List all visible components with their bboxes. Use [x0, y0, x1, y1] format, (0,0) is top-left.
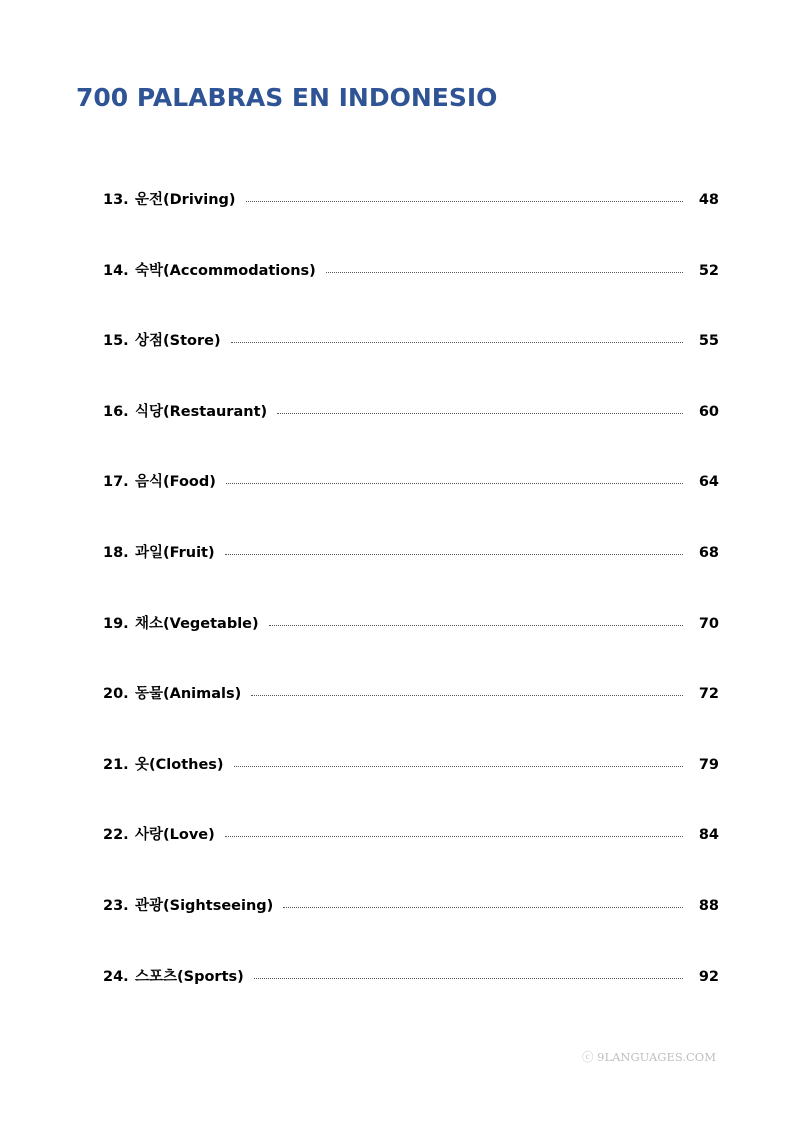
toc-dot-leader — [231, 341, 683, 343]
toc-entry[interactable] — [103, 400, 719, 471]
toc-entry-number: 13. — [103, 192, 129, 208]
toc-entry[interactable] — [103, 965, 719, 1036]
toc-entry-page: 70 — [698, 615, 719, 632]
toc-entry-page: 52 — [698, 262, 719, 279]
toc-entry-page: 92 — [698, 968, 719, 985]
toc-entry-page: 55 — [698, 333, 719, 350]
toc-entry-number: 18. — [103, 544, 129, 561]
toc-entry-page: 60 — [698, 403, 719, 420]
toc-entry[interactable] — [103, 823, 719, 894]
toc-entry-title: 식당(Restaurant) — [135, 403, 268, 420]
toc-entry-title: 과일(Fruit) — [135, 544, 215, 561]
toc-entry-page: 48 — [698, 192, 719, 208]
toc-entry-number: 20. — [103, 686, 129, 703]
toc-entry[interactable] — [103, 612, 719, 683]
toc-entry-number: 14. — [103, 262, 129, 279]
toc-entry-number: 15. — [103, 333, 129, 350]
toc-entry-title: 스포츠(Sports) — [135, 968, 244, 985]
toc-entry-title: 사랑(Love) — [135, 827, 215, 844]
toc-entry-number: 17. — [103, 474, 129, 491]
toc-entry-title: 채소(Vegetable) — [135, 615, 259, 632]
toc-entry-number: 23. — [103, 897, 129, 914]
table-of-contents — [103, 188, 719, 1035]
toc-entry-number: 19. — [103, 615, 129, 632]
toc-entry-page: 88 — [698, 897, 719, 914]
toc-entry[interactable] — [103, 470, 719, 541]
toc-dot-leader — [254, 977, 683, 979]
toc-entry-page: 68 — [698, 544, 719, 561]
toc-entry-title: 동물(Animals) — [135, 686, 242, 703]
toc-entry-title: 관광(Sightseeing) — [135, 897, 274, 914]
toc-entry-number: 22. — [103, 827, 129, 844]
toc-dot-leader — [283, 906, 683, 908]
toc-entry[interactable] — [103, 329, 719, 400]
toc-dot-leader — [234, 765, 683, 767]
toc-entry[interactable] — [103, 188, 719, 259]
toc-entry-title: 숙박(Accommodations) — [135, 262, 316, 279]
toc-dot-leader — [326, 271, 683, 273]
toc-entry[interactable] — [103, 259, 719, 330]
page-title: 700 PALABRAS EN INDONESIO — [76, 83, 498, 112]
toc-dot-leader — [246, 200, 683, 202]
toc-dot-leader — [269, 624, 683, 626]
toc-entry-title: 옷(Clothes) — [135, 756, 224, 773]
toc-dot-leader — [225, 835, 683, 837]
toc-entry[interactable] — [103, 753, 719, 824]
toc-dot-leader — [225, 553, 683, 555]
toc-entry-number: 21. — [103, 756, 129, 773]
toc-entry-page: 64 — [698, 474, 719, 491]
toc-entry-title: 운전(Driving) — [135, 192, 236, 208]
toc-entry-page: 79 — [698, 756, 719, 773]
toc-entry-number: 24. — [103, 968, 129, 985]
toc-entry-number: 16. — [103, 403, 129, 420]
copyright-footer: ⓒ 9LANGUAGES.COM — [581, 1050, 716, 1064]
toc-dot-leader — [277, 412, 683, 414]
toc-entry-page: 72 — [698, 686, 719, 703]
toc-entry[interactable] — [103, 541, 719, 612]
toc-entry[interactable] — [103, 682, 719, 753]
toc-entry-page: 84 — [698, 827, 719, 844]
toc-dot-leader — [251, 694, 683, 696]
toc-entry[interactable] — [103, 894, 719, 965]
toc-entry-title: 음식(Food) — [135, 474, 216, 491]
toc-dot-leader — [226, 482, 683, 484]
toc-entry-title: 상점(Store) — [135, 333, 221, 350]
